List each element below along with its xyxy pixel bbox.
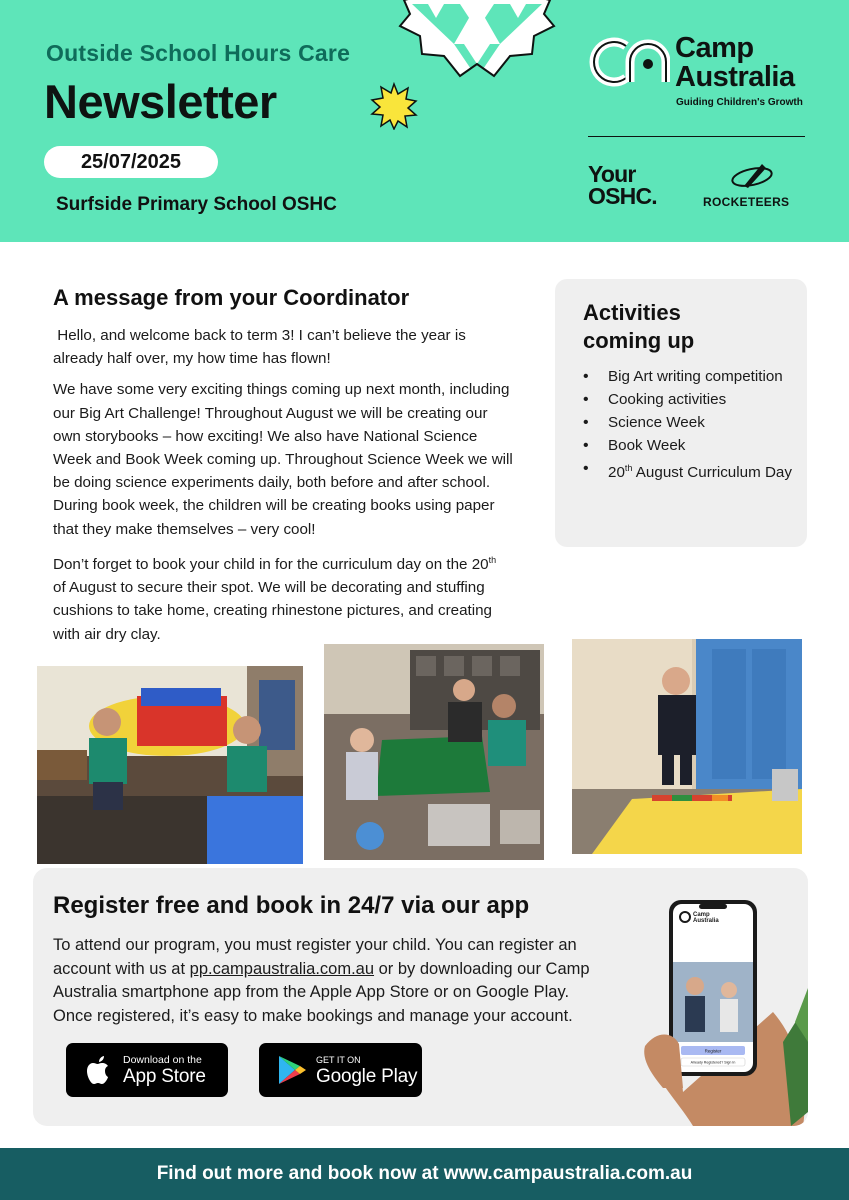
date-badge: 25/07/2025 bbox=[44, 146, 218, 178]
phone-register-button: Register bbox=[704, 1048, 722, 1054]
message-paragraph bbox=[53, 549, 513, 646]
photo-child-dominoes bbox=[572, 639, 802, 854]
coordinator-message-body bbox=[53, 324, 513, 654]
newsletter-title: Newsletter bbox=[44, 75, 277, 128]
app-store-label: App Store bbox=[123, 1066, 206, 1087]
message-paragraph: We have some very exciting things coming up next month, including our Big Art Challenge! Throughout August we will be creating our own storybooks – how exciting! We also have National Science Week and Book Week coming up. Throughout Science Week we will be doing science experiments daily, both before and after school. During book week, the children will be creating books using paper that they make themselves – very cool! bbox=[53, 381, 513, 538]
phone-logo-line2: Australia bbox=[693, 918, 719, 924]
photo-image bbox=[572, 639, 802, 854]
google-play-caption: GET IT ON bbox=[316, 1055, 361, 1065]
apple-icon bbox=[82, 1053, 116, 1087]
header-divider bbox=[588, 136, 805, 137]
photo-children-lego-table bbox=[324, 644, 544, 860]
activity-item: • Science Week bbox=[583, 411, 793, 434]
google-play-label: Google Play bbox=[316, 1066, 418, 1087]
activity-item: • Cooking activities bbox=[583, 388, 793, 411]
footer-banner[interactable]: Find out more and book now at www.campaustralia.com.au bbox=[0, 1148, 849, 1200]
program-eyebrow: Outside School Hours Care bbox=[46, 40, 351, 66]
registration-link[interactable]: pp.campaustralia.com.au bbox=[189, 959, 375, 978]
google-play-icon bbox=[275, 1053, 309, 1087]
rocketeers-logo: ROCKETEERS bbox=[703, 195, 790, 209]
activities-heading-line: Activities bbox=[583, 300, 681, 325]
message-text: Don’t forget to book your child in for the curriculum day on the 20 bbox=[53, 555, 489, 573]
photo-image bbox=[37, 666, 303, 864]
activities-heading bbox=[583, 299, 763, 355]
app-store-button[interactable] bbox=[66, 1043, 228, 1097]
google-play-button[interactable] bbox=[259, 1043, 422, 1097]
activity-item bbox=[583, 457, 793, 484]
activities-heading-line: coming up bbox=[583, 328, 695, 353]
brand-name-line2: Australia bbox=[675, 61, 795, 93]
activity-text: August Curriculum Day bbox=[632, 464, 792, 482]
activity-item: • Big Art writing competition bbox=[583, 365, 793, 388]
phone-signin-link: Already Registered? Sign In bbox=[690, 1060, 736, 1065]
register-text: or by downloading our Camp Australia smartphone app from the Apple App Store or on Google Play. Once registered, it’s easy to make bookings and manage your account. bbox=[53, 959, 590, 1025]
camp-australia-logo-icon bbox=[586, 36, 670, 88]
triangle-badge-graphic bbox=[398, 0, 556, 84]
message-paragraph: Hello, and welcome back to term 3! I can’t believe the year is already half over, my how time has flown! bbox=[53, 327, 471, 368]
app-store-caption: Download on the bbox=[123, 1054, 202, 1066]
activities-panel bbox=[555, 279, 807, 547]
ordinal-suffix: th bbox=[488, 554, 497, 565]
rocket-icon bbox=[730, 160, 776, 190]
message-text: of August to secure their spot. We will be decorating and stuffing cushions to take home, creating rhinestone pictures, and creating with air dry clay. bbox=[53, 579, 493, 643]
your-oshc-logo: Your OSHC. bbox=[588, 161, 657, 209]
ordinal-suffix: th bbox=[624, 463, 633, 473]
register-panel bbox=[33, 868, 808, 1126]
coordinator-message-heading: A message from your Coordinator bbox=[53, 285, 410, 310]
brand-tagline: Guiding Children's Growth bbox=[676, 97, 803, 108]
phone-logo-line1: Camp bbox=[693, 912, 710, 918]
register-body bbox=[53, 934, 613, 1028]
phone-in-hand-image bbox=[623, 892, 808, 1126]
activities-list bbox=[583, 365, 793, 484]
activity-item: • Book Week bbox=[583, 434, 793, 457]
newsletter-header bbox=[0, 0, 849, 242]
brand-name-line1: Camp bbox=[675, 32, 754, 64]
register-text: To attend our program, you must register your child. You can register an account with us at bbox=[53, 936, 577, 978]
starburst-graphic bbox=[370, 82, 418, 130]
school-name: Surfside Primary School OSHC bbox=[56, 194, 337, 215]
photo-children-building-blocks bbox=[37, 666, 303, 864]
activity-text: 20 bbox=[608, 464, 625, 482]
photo-image bbox=[324, 644, 544, 860]
register-heading: Register free and book in 24/7 via our app bbox=[53, 892, 530, 919]
